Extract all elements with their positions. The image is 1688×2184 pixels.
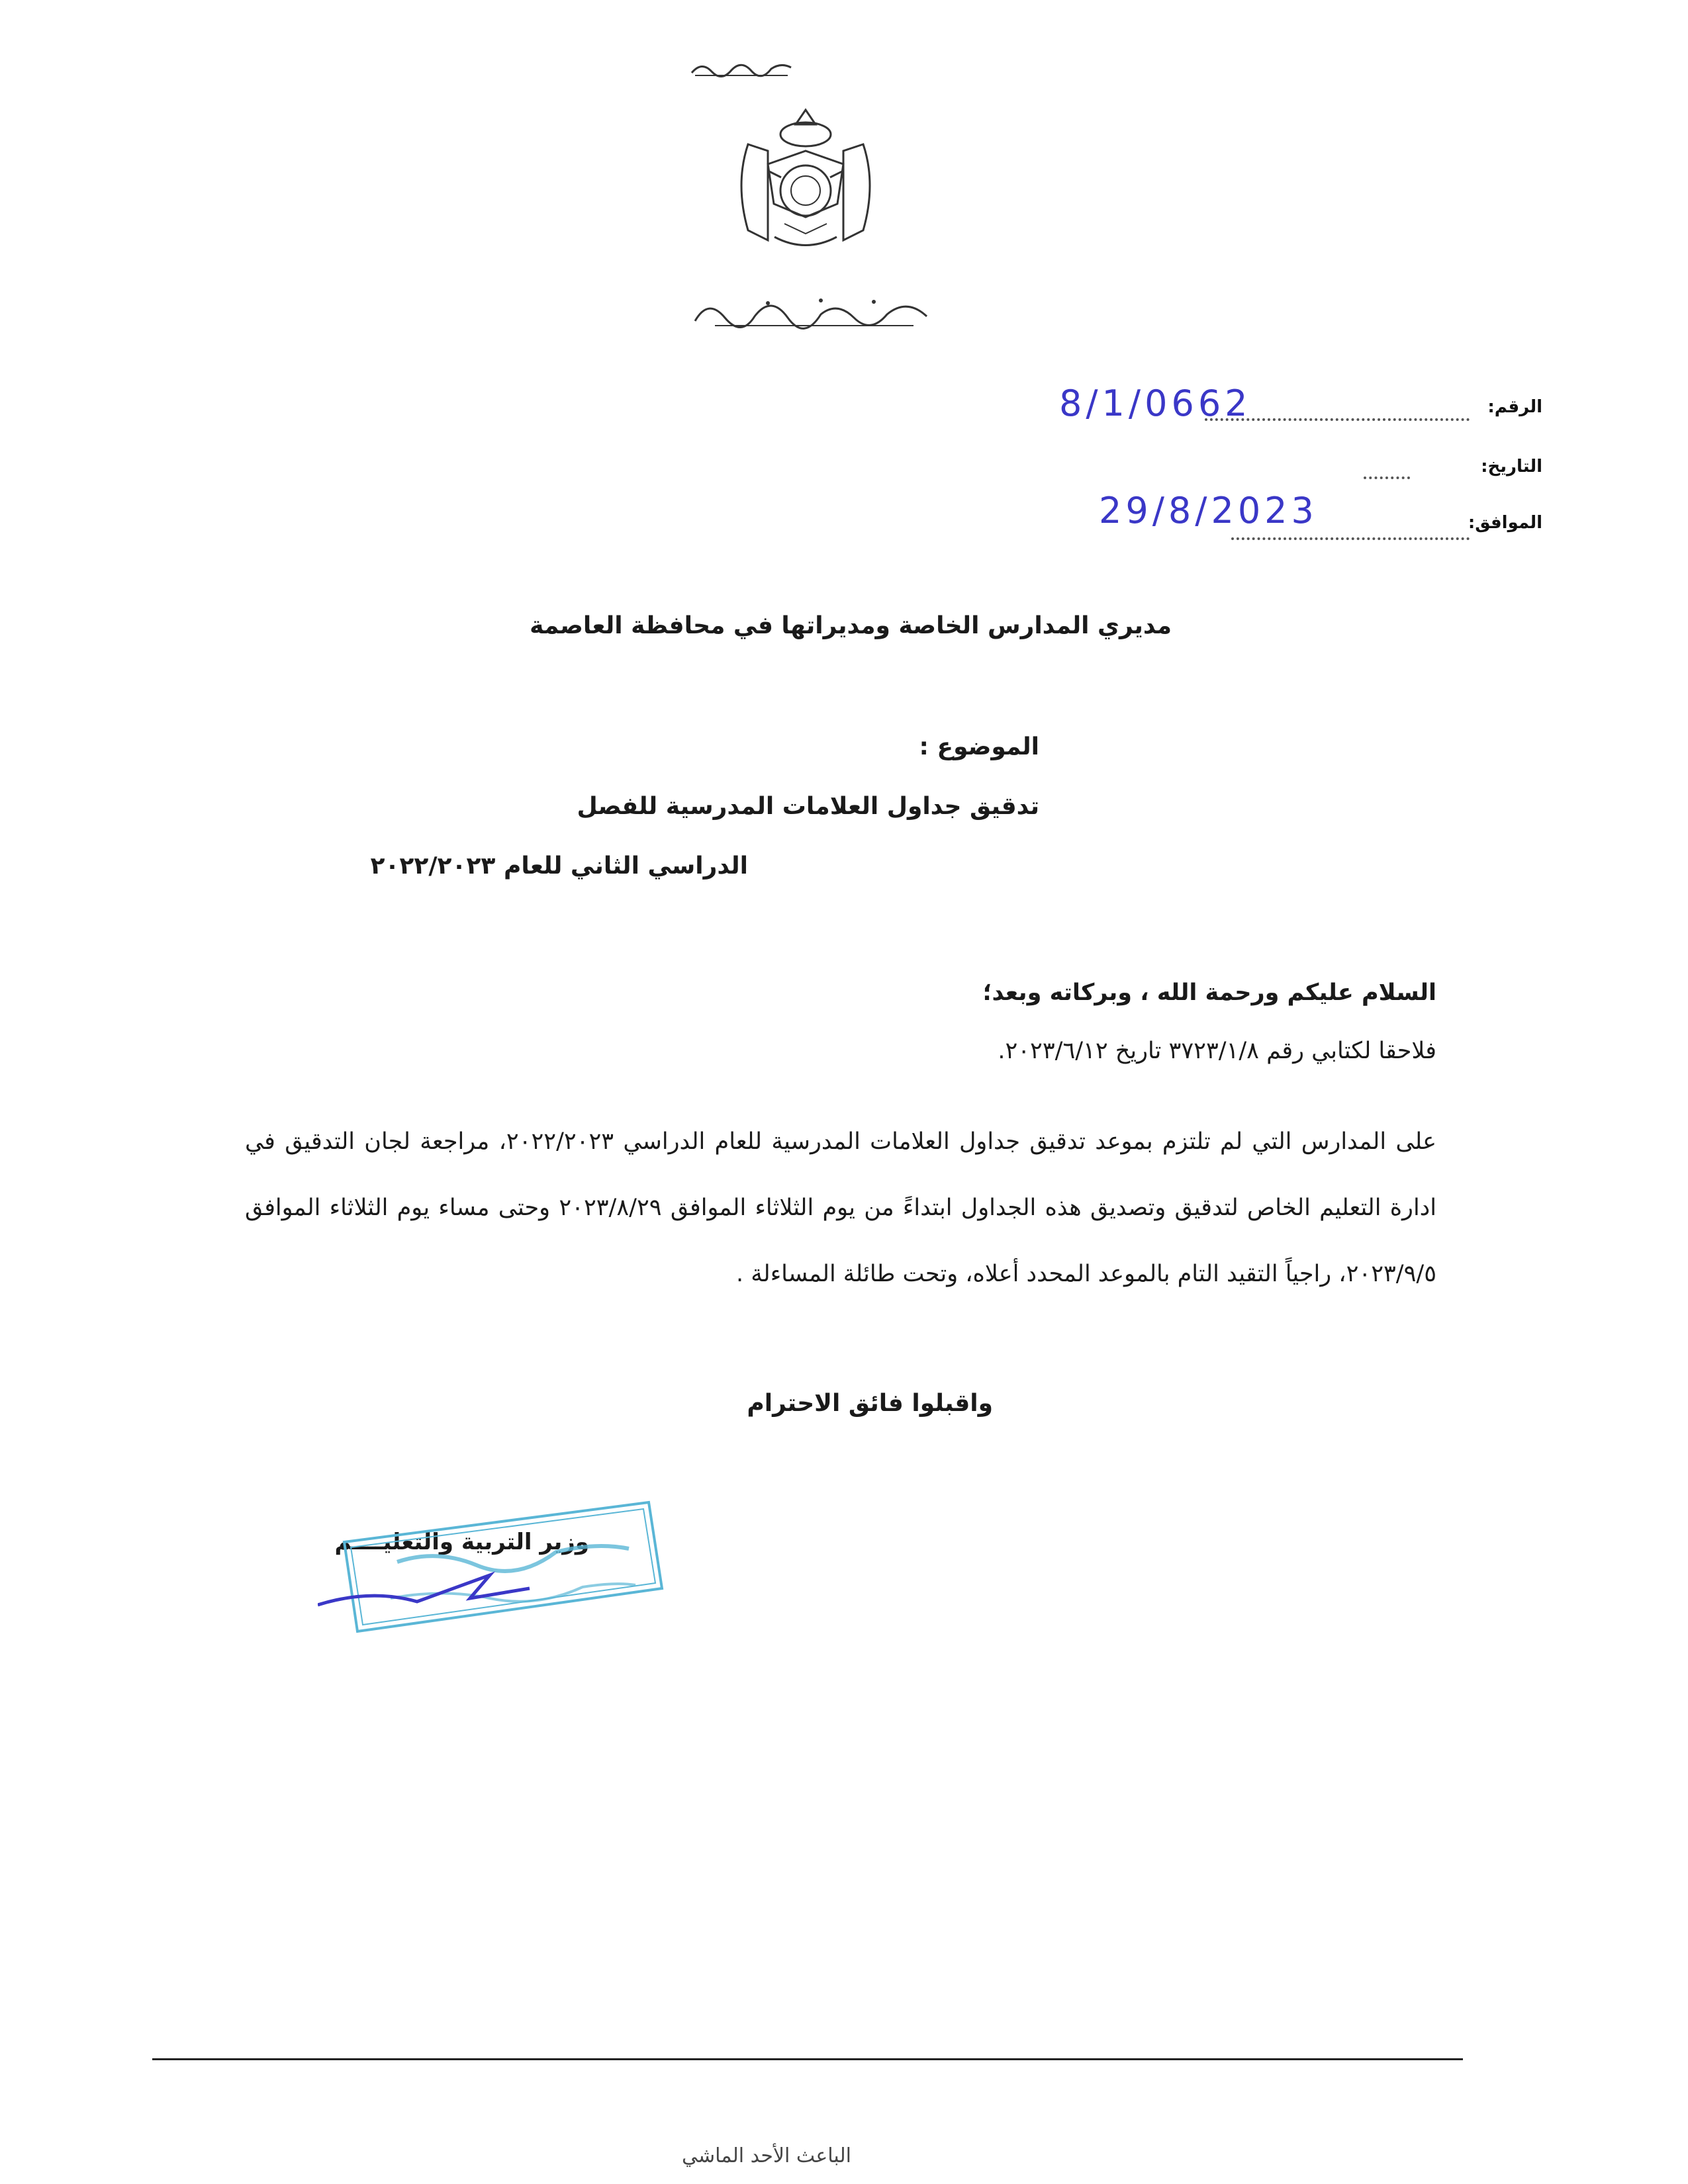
subject-line-1: تدقيق جداول العلامات المدرسية للفصل [577, 793, 1039, 820]
footer-divider [152, 2058, 1463, 2060]
date-label: التاريخ: [1481, 457, 1542, 477]
subject-line-2: الدراسي الثاني للعام ٢٠٢٢/٢٠٢٣ [370, 852, 748, 880]
reference-number-label: الرقم: [1487, 397, 1542, 417]
footer-text: الباعث الأحد الماشي [682, 2144, 851, 2167]
basmala-calligraphy [688, 54, 794, 81]
date-handwritten: 29/8/2023 [1099, 490, 1318, 531]
closing-line: واقبلوا فائق الاحترام [747, 1390, 993, 1417]
subject-label: الموضوع : [919, 733, 1039, 760]
reference-paragraph: فلاحقا لكتابي رقم ٣٧٢٣/١/٨ تاريخ ٢٠٢٣/٦/١٢. [998, 1038, 1436, 1064]
main-paragraph: على المدارس التي لم تلتزم بموعد تدقيق جداول العلامات المدرسية للعام الدراسي ٢٠٢٢/٢٠٢٣، مراجعة لجان التدقيق في ادارة التعليم الخاص لتدقيق وتصديق هذه الجداول ابتداءً من يوم الثلاثاء الموافق ٢٠٢٣/٨/٢٩ وحتى مساء يوم الثلاثاء الموافق ٢٠٢٣/٩/٥، راجياً التقيد التام بالموعد المحدد أعلاه، وتحت طائلة المساءلة . [245, 1128, 1436, 1287]
hijri-date-dots [1231, 537, 1470, 540]
greeting: السلام عليكم ورحمة الله ، وبركاته وبعد؛ [982, 979, 1436, 1006]
ministry-name-logo [688, 285, 940, 338]
official-stamp [318, 1489, 715, 1688]
hijri-date-label: الموافق: [1468, 513, 1542, 533]
coat-of-arms-logo [728, 105, 883, 257]
signer-title: وزير التربية والتعليــــم [334, 1529, 589, 1555]
date-dots [1364, 477, 1410, 479]
recipient-line: مديري المدارس الخاصة ومديراتها في محافظة العاصمة [530, 612, 1172, 639]
reference-number-handwritten: 8/1/0662 [1059, 383, 1252, 424]
